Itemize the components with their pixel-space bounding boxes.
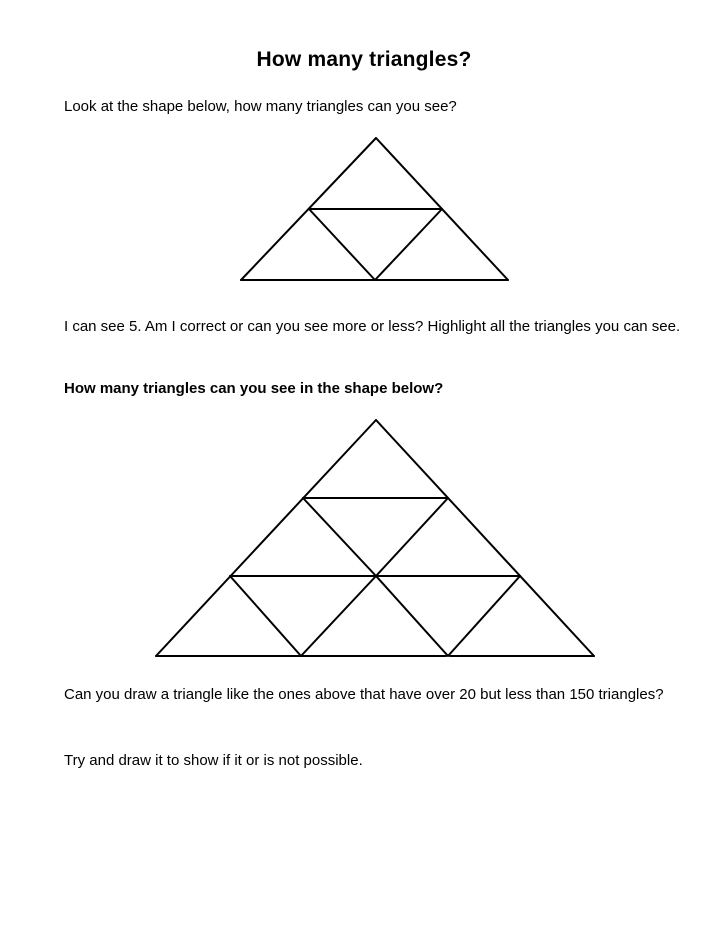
page-title: How many triangles?: [256, 48, 472, 71]
small-inner-right-edge: [375, 209, 442, 280]
challenge-text: Can you draw a triangle like the ones above that have over 20 but less than 150 triangles?: [64, 686, 664, 703]
triangle-figure-large: [0, 410, 728, 670]
large-bottom-diagonal-2: [301, 576, 376, 656]
large-bottom-diagonal-4: [448, 576, 520, 656]
instruction-text: Try and draw it to show if it or is not possible.: [64, 752, 363, 769]
small-inner-left-edge: [309, 209, 375, 280]
large-mid-right-diagonal: [376, 498, 448, 576]
large-bottom-diagonal-3: [376, 576, 448, 656]
claim-text: I can see 5. Am I correct or can you see more or less? Highlight all the triangles you can see.: [64, 318, 681, 335]
question-text: How many triangles can you see in the shape below?: [64, 380, 444, 397]
large-bottom-diagonal-1: [230, 576, 301, 656]
large-outer-right-edge: [376, 420, 594, 656]
intro-text: Look at the shape below, how many triangles can you see?: [64, 98, 457, 115]
large-mid-left-diagonal: [303, 498, 376, 576]
triangle-figure-small: [0, 130, 728, 290]
large-outer-left-edge: [156, 420, 376, 656]
